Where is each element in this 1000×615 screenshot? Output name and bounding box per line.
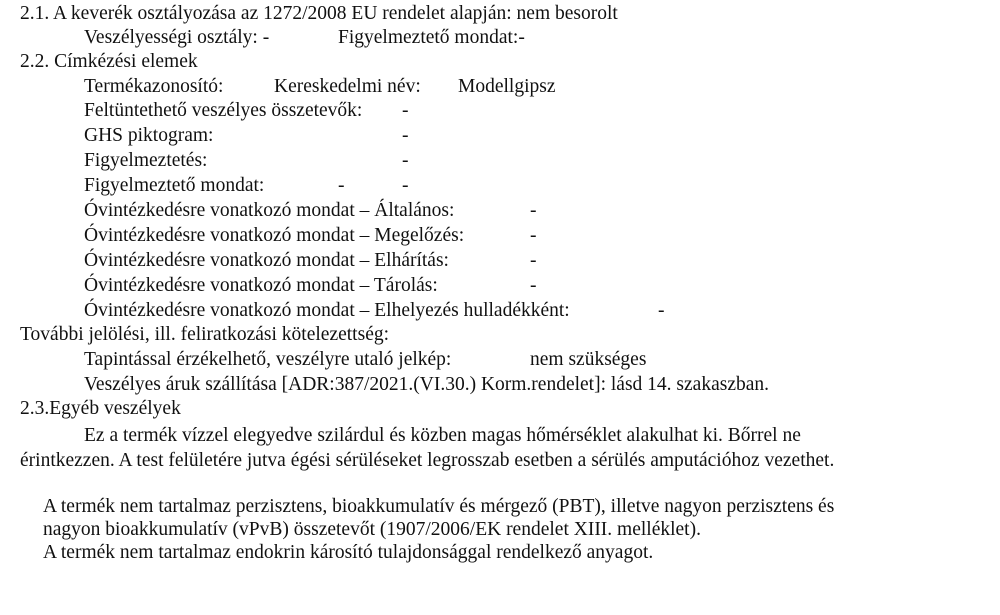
label-row: Óvintézkedésre vonatkozó mondat – Megelőzés: — [84, 225, 465, 246]
section-2-1-heading: 2.1. A keverék osztályozása az 1272/2008 EU rendelet alapján: nem besorolt — [20, 3, 618, 24]
trade-name-label: Kereskedelmi név: — [274, 76, 421, 97]
label-row: Óvintézkedésre vonatkozó mondat – Elhelyezés hulladékként: — [84, 300, 570, 321]
label-row-value: - — [530, 200, 537, 221]
pbt-note-line-3: A termék nem tartalmaz endokrin károsító tulajdonsággal rendelkező anyagot. — [43, 542, 654, 563]
tactile-value: nem szükséges — [530, 349, 647, 370]
trade-name-value: Modellgipsz — [458, 76, 556, 97]
hazard-class-line: Veszélyességi osztály: - — [84, 27, 270, 48]
other-hazards-line-1: Ez a termék vízzel elegyedve szilárdul és közben magas hőmérséklet alakulhat ki. Bőrrel ne — [84, 425, 801, 446]
label-row: Óvintézkedésre vonatkozó mondat – Elhárítás: — [84, 250, 449, 271]
pbt-note-line-2: nagyon bioakkumulatív (vPvB) összetevőt (1907/2006/EK rendelet XIII. melléklet). — [43, 519, 701, 540]
label-row-value: - — [658, 300, 665, 321]
label-row: Óvintézkedésre vonatkozó mondat – Általános: — [84, 200, 455, 221]
section-2-3-heading: 2.3.Egyéb veszélyek — [20, 398, 181, 419]
section-2-2-heading: 2.2. Címkézési elemek — [20, 51, 198, 72]
product-id-label: Termékazonosító: — [84, 76, 224, 97]
label-row-value: - — [530, 275, 537, 296]
tactile-label: Tapintással érzékelhető, veszélyre utaló jelkép: — [84, 349, 452, 370]
label-row-value: - — [402, 125, 409, 146]
label-row-value: - — [402, 150, 409, 171]
label-row-value: - — [338, 175, 345, 196]
transport-line: Veszélyes áruk szállítása [ADR:387/2021.(VI.30.) Korm.rendelet]: lásd 14. szakaszban. — [84, 374, 770, 395]
label-row: Feltüntethető veszélyes összetevők: — [84, 100, 363, 121]
other-hazards-line-2: érintkezzen. A test felületére jutva égési sérüléseket legrosszab esetben a sérülés amputációhoz vezethet. — [20, 450, 835, 471]
label-row-value: - — [402, 100, 409, 121]
label-row: GHS piktogram: — [84, 125, 214, 146]
pbt-note-line-1: A termék nem tartalmaz perzisztens, bioakkumulatív és mérgező (PBT), illetve nagyon perzisztens és — [43, 496, 835, 517]
hazard-statement-line: Figyelmeztető mondat:- — [338, 27, 525, 48]
additional-labelling-heading: További jelölési, ill. feliratkozási kötelezettség: — [20, 324, 390, 345]
label-row-value: - — [530, 250, 537, 271]
label-row: Óvintézkedésre vonatkozó mondat – Tárolás: — [84, 275, 438, 296]
label-row-value: - — [530, 225, 537, 246]
label-row: Figyelmeztető mondat: — [84, 175, 265, 196]
label-row: Figyelmeztetés: — [84, 150, 208, 171]
label-row-value-2: - — [402, 175, 409, 196]
